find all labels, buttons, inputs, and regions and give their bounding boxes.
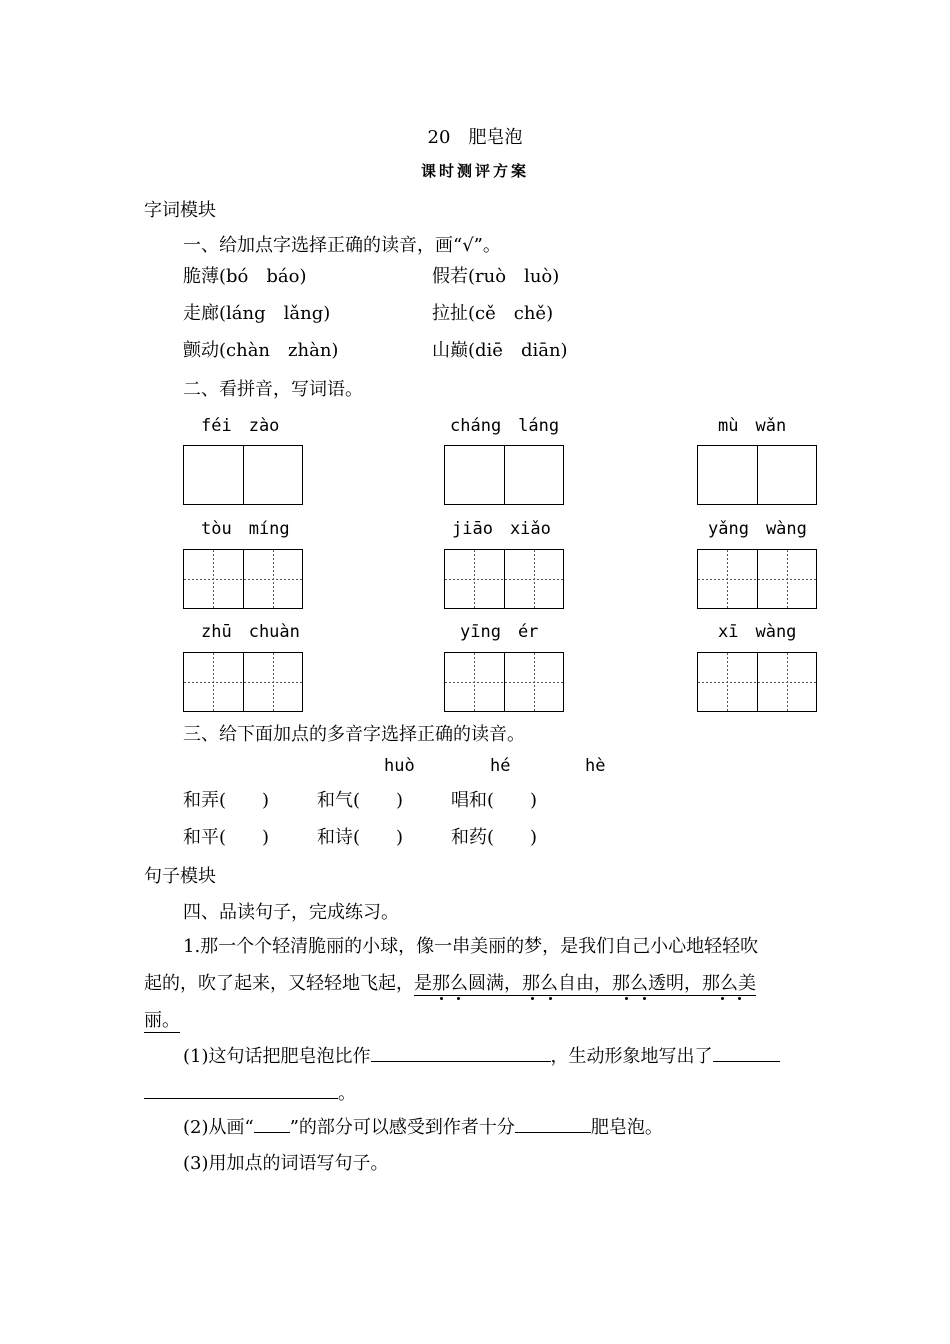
sub-question-3: (3)用加点的词语写句子。 [183, 1153, 389, 1174]
writing-box[interactable] [444, 445, 564, 505]
sub-question-text: 。 [338, 1083, 356, 1104]
sub-question-text: (2)从画“ [183, 1117, 254, 1138]
q3-option: hé [490, 756, 511, 776]
q1-item: 走廊(láng lǎng) [183, 303, 331, 324]
passage-line [144, 969, 756, 995]
q1-item: 颤动(chàn zhàn) [183, 340, 339, 361]
answer-blank[interactable] [144, 1080, 338, 1099]
answer-blank[interactable] [713, 1043, 780, 1062]
sub-question-text: (1)这句话把肥皂泡比作 [183, 1046, 371, 1067]
q2-pinyin: zhū chuàn [201, 622, 300, 642]
underlined-phrase: 是那么圆满，那么自由，那么透明，那么美 [414, 973, 756, 994]
sub-question-1-cont [144, 1079, 356, 1105]
q3-item: 和平( ) [183, 827, 270, 848]
q3-item: 和气( ) [317, 790, 404, 811]
q2-pinyin: xī wàng [718, 622, 797, 642]
q1-item: 拉扯(cě chě) [432, 303, 554, 324]
emphasis-dot [457, 997, 460, 1000]
module-heading-words: 字词模块 [144, 200, 216, 221]
writing-box[interactable] [697, 445, 817, 505]
q3-item: 和弄( ) [183, 790, 270, 811]
q3-item: 唱和( ) [451, 790, 538, 811]
q2-pinyin: jiāo xiǎo [452, 519, 551, 539]
q2-pinyin: cháng láng [450, 416, 560, 436]
writing-grid-box[interactable] [444, 549, 564, 609]
sub-question-2 [183, 1113, 663, 1139]
sub-question-text: 肥皂泡。 [590, 1117, 663, 1138]
answer-blank[interactable] [254, 1114, 290, 1133]
question-3-title: 三、给下面加点的多音字选择正确的读音。 [183, 724, 525, 745]
passage-text: 起的，吹了起来，又轻轻地飞起， [144, 973, 414, 994]
q3-item: 和药( ) [451, 827, 538, 848]
emphasis-dot [625, 997, 628, 1000]
emphasis-dot [549, 997, 552, 1000]
q1-item: 山巅(diē diān) [432, 340, 568, 361]
q2-pinyin: tòu míng [201, 519, 290, 539]
underlined-phrase: 丽。 [144, 1010, 180, 1031]
writing-grid-box[interactable] [183, 652, 303, 712]
sub-question-text: ，生动形象地写出了 [550, 1046, 713, 1067]
sub-question-1 [183, 1042, 780, 1068]
page-title [0, 123, 950, 149]
question-1-title: 一、给加点字选择正确的读音，画“√”。 [183, 235, 501, 256]
question-2-title: 二、看拼音，写词语。 [183, 379, 363, 400]
answer-blank[interactable] [515, 1114, 591, 1133]
q3-option: hè [585, 756, 606, 776]
emphasis-dot [531, 997, 534, 1000]
emphasis-dot [643, 997, 646, 1000]
writing-box[interactable] [183, 445, 303, 505]
lesson-number: 20 [427, 127, 451, 148]
passage-line: 1.那一个个轻清脆丽的小球，像一串美丽的梦，是我们自己小心地轻轻吹 [183, 936, 759, 957]
q1-item: 假若(ruò luò) [432, 266, 560, 287]
lesson-title: 肥皂泡 [468, 127, 523, 148]
page-subtitle: 课时测评方案 [420, 162, 529, 180]
emphasis-dot [440, 997, 443, 1000]
q3-option: huò [384, 756, 415, 776]
q2-pinyin: yǎng wàng [708, 519, 807, 539]
emphasis-dot [721, 997, 724, 1000]
module-heading-sentences: 句子模块 [144, 866, 216, 887]
q2-pinyin: féi zào [201, 416, 280, 436]
q2-pinyin: yīng ér [460, 622, 539, 642]
writing-grid-box[interactable] [697, 549, 817, 609]
writing-grid-box[interactable] [444, 652, 564, 712]
writing-grid-box[interactable] [183, 549, 303, 609]
passage-line [144, 1006, 180, 1032]
q1-item: 脆薄(bó báo) [183, 266, 307, 287]
sub-question-text: ”的部分可以感受到作者十分 [289, 1117, 515, 1138]
q2-pinyin: mù wǎn [718, 416, 787, 436]
emphasis-dot [738, 997, 741, 1000]
answer-blank[interactable] [371, 1043, 551, 1062]
question-4-title: 四、品读句子，完成练习。 [183, 902, 399, 923]
writing-grid-box[interactable] [697, 652, 817, 712]
q3-item: 和诗( ) [317, 827, 404, 848]
